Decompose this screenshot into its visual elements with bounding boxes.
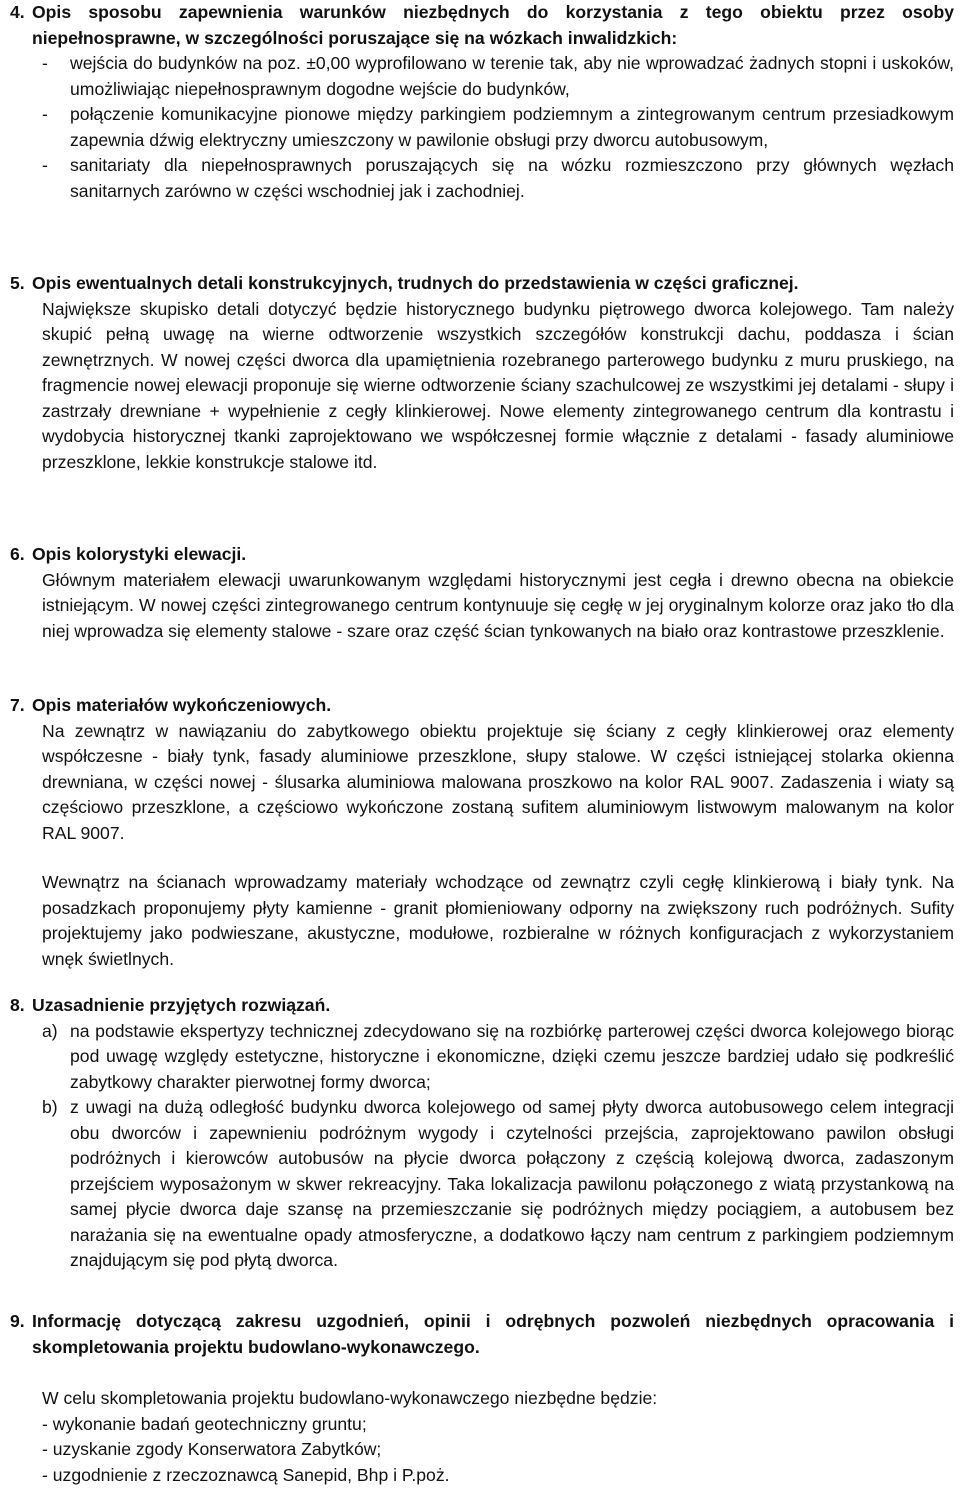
section-8-heading-text: Uzasadnienie przyjętych rozwiązań. bbox=[32, 995, 331, 1015]
list-item bbox=[10, 102, 954, 153]
section-8 bbox=[10, 993, 954, 1274]
list-item: - wykonanie badań geotechniczny gruntu; bbox=[42, 1413, 367, 1434]
list-item-text: połączenie komunikacyjne pionowe między parkingiem podziemnym a zintegrowanym centrum przesiadkowym zapewnia dźwig elektryczny umieszczony w pawilonie obsługi przy dworcu autobusowym, bbox=[70, 104, 954, 150]
section-7-paragraph-1: Na zewnątrz w nawiązaniu do zabytkowego obiektu projektuje się ściany z cegły klinkierowej oraz elementy współczesne - biały tynk, fasady aluminiowe przeszklone, słupy stalowe. W części istniejącej stolarka okienna drewniana, w części nowej - ślusarka aluminiowa malowana proszkowo na kolor RAL 9007. Zadaszenia i wiaty są częściowo przeszklone, a częściowo wykończone zostaną sufitem aluminiowym listwowym malowanym na kolor RAL 9007. bbox=[42, 720, 954, 843]
section-6 bbox=[10, 542, 954, 644]
list-item-text: sanitariaty dla niepełnosprawnych poruszających się na wózku rozmieszczono przy głównych węzłach sanitarnych zarówno w części wschodniej jak i zachodniej. bbox=[70, 155, 954, 201]
section-7-number: 7. bbox=[10, 695, 25, 715]
section-9-intro: W celu skompletowania projektu budowlano-wykonawczego niezbędne będzie: bbox=[42, 1388, 658, 1408]
section-7-heading-text: Opis materiałów wykończeniowych. bbox=[32, 695, 332, 715]
section-9 bbox=[10, 1309, 954, 1488]
section-9-number: 9. bbox=[10, 1311, 25, 1331]
list-item: - uzgodnienie z rzeczoznawcą Sanepid, Bhp i P.poż. bbox=[42, 1464, 450, 1485]
list-item bbox=[10, 153, 954, 204]
section-4-heading bbox=[10, 0, 954, 51]
list-item bbox=[10, 51, 954, 102]
section-5-heading bbox=[10, 271, 954, 297]
section-5-paragraph: Największe skupisko detali dotyczyć będzie historycznego budynku piętrowego dworca kolejowego. Tam należy skupić pełną uwagę na wierne odtworzenie wszystkich szczegółów konstrukcji dachu, poddasza i ścian zewnętrznych. W nowej części dworca dla upamiętnienia rozebranego parterowego budynku z muru pruskiego, na fragmencie nowej elewacji proponuje się wierne odtworzenie ściany szachulcowej ze wszystkimi jej detalami - słupy i zastrzały drewniane + wypełnienie z cegły klinkierowej. Nowe elementy zintegrowanego centrum dla kontrastu i wydobycia historycznej tkanki zaprojektowano we współczesnej formie włącznie z detalami - fasady aluminiowe przeszklone, lekkie konstrukcje stalowe itd. bbox=[42, 298, 954, 472]
section-6-number: 6. bbox=[10, 544, 25, 564]
list-item bbox=[10, 1095, 954, 1274]
list-item-text: z uwagi na dużą odległość budynku dworca kolejowego od samej płyty dworca autobusowego celem integracji obu dworców i zapewnieniu podróżnym wygody i czytelności przejścia, zaprojektowano pawilon obsługi podróżnych i kierowców autobusów na płycie dworca połączony z częścią kolejową dworca, zadaszonym przejściem wyposażonym w skwer rekreacyjny. Taka lokalizacja pawilonu połączonego z wiatą przystankową na samej płycie dworca daje szansę na przemieszczanie się podróżnych między pociągiem, a autobusem bez narażania się na ewentualne opady atmosferyczne, a dodatkowo łączy nam centrum z parkingiem podziemnym znajdującym się pod płytą dworca. bbox=[70, 1097, 954, 1270]
list-item-text: wejścia do budynków na poz. ±0,00 wyprofilowano w terenie tak, aby nie wprowadzać żadnych stopni i uskoków, umożliwiając niepełnosprawnym dogodne wejście do budynków, bbox=[70, 53, 954, 99]
section-9-heading bbox=[10, 1309, 954, 1360]
section-5-heading-text: Opis ewentualnych detali konstrukcyjnych, trudnych do przedstawienia w części graficznej. bbox=[32, 273, 799, 293]
section-6-heading-text: Opis kolorystyki elewacji. bbox=[32, 544, 247, 564]
section-5 bbox=[10, 271, 954, 475]
section-6-paragraph: Głównym materiałem elewacji uwarunkowanym względami historycznymi jest cegła i drewno obecna na obiekcie istniejącym. W nowej części zintegrowanego centrum kontynuuje się cegłę w jej oryginalnym kolorze oraz jako tło dla niej wprowadza się elementy stalowe - szare oraz część ścian tynkowanych na biało oraz kontrastowe przeszklenie. bbox=[42, 569, 954, 641]
section-7 bbox=[10, 693, 954, 972]
list-label: a) bbox=[42, 1020, 58, 1041]
section-4-heading-text: Opis sposobu zapewnienia warunków niezbędnych do korzystania z tego obiektu przez osoby niepełnosprawne, w szczególności poruszające się na wózkach inwalidzkich: bbox=[32, 2, 954, 48]
list-dash: - bbox=[42, 155, 48, 175]
section-8-heading bbox=[10, 993, 954, 1019]
list-dash: - bbox=[42, 53, 48, 73]
section-9-heading-text: Informację dotyczącą zakresu uzgodnień, opinii i odrębnych pozwoleń niezbędnych opracowania i skompletowania projektu budowlano-wykonawczego. bbox=[32, 1311, 954, 1357]
list-dash: - bbox=[42, 104, 48, 124]
list-item-text: na podstawie ekspertyzy technicznej zdecydowano się na rozbiórkę parterowej części dworca kolejowego biorąc pod uwagę względy estetyczne, historyczne i ekonomiczne, dzięki czemu jeszcze bardziej udało się podkreślić zabytkowy charakter pierwotnej formy dworca; bbox=[70, 1020, 954, 1092]
section-6-heading bbox=[10, 542, 954, 568]
section-8-number: 8. bbox=[10, 995, 25, 1015]
section-7-paragraph-2: Wewnątrz na ścianach wprowadzamy materiały wchodzące od zewnątrz czyli cegłę klinkierową i biały tynk. Na posadzkach proponujemy płyty kamienne - granit płomieniowany odporny na zwiększony ruch podróżnych. Sufity projektujemy jako podwieszane, akustyczne, modułowe, rozbieralne w różnych konfiguracjach z wykorzystaniem wnęk świetlnych. bbox=[42, 872, 954, 969]
section-5-number: 5. bbox=[10, 273, 25, 293]
list-label: b) bbox=[42, 1097, 58, 1117]
section-4 bbox=[10, 0, 954, 204]
section-7-heading bbox=[10, 693, 954, 719]
list-item: - uzyskanie zgody Konserwatora Zabytków; bbox=[42, 1439, 382, 1459]
section-4-number: 4. bbox=[10, 2, 25, 22]
list-item bbox=[10, 1019, 954, 1096]
